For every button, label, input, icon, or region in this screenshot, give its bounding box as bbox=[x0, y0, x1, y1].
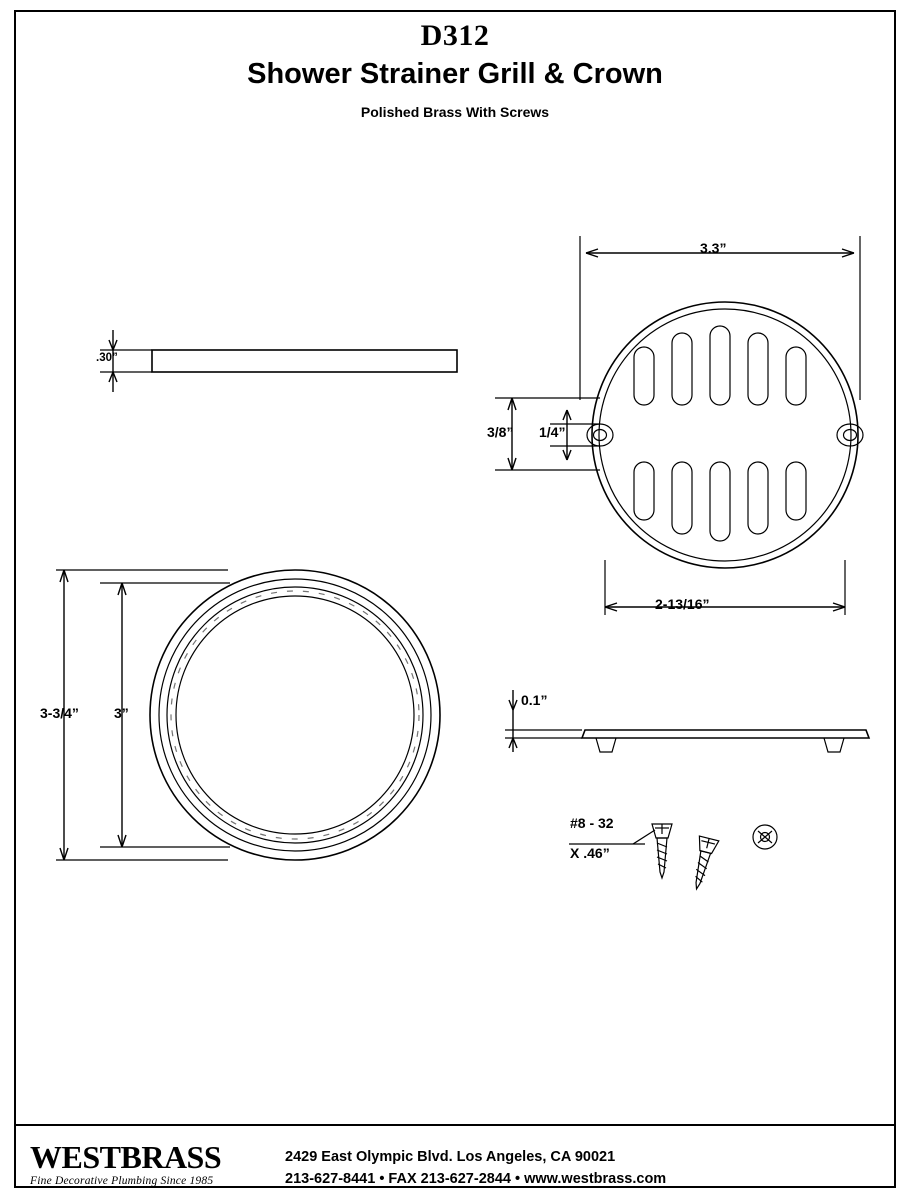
dim-grill-inner-diameter: 2-13/16” bbox=[655, 596, 710, 612]
brand-name: WESTBRASS bbox=[30, 1139, 222, 1175]
contact-block bbox=[285, 1146, 885, 1190]
model-code: D312 bbox=[420, 19, 490, 52]
crown-side-profile bbox=[100, 330, 457, 392]
dim-grill-offset-lower: 1/4” bbox=[539, 424, 566, 440]
grill-side-profile bbox=[505, 690, 869, 752]
company-address: 2429 East Olympic Blvd. Los Angeles, CA 90021 bbox=[285, 1149, 616, 1165]
screw-spec-line-2: X .46” bbox=[570, 845, 610, 861]
page-title: Shower Strainer Grill & Crown bbox=[247, 58, 663, 90]
company-contact: 213-627-8441 • FAX 213-627-2844 • www.westbrass.com bbox=[285, 1171, 667, 1187]
finish-note: Polished Brass With Screws bbox=[360, 104, 550, 120]
dim-crown-thickness: .30” bbox=[96, 352, 118, 364]
dim-crown-outer-diameter: 3-3/4” bbox=[40, 705, 79, 721]
dim-grill-outer-diameter: 3.3” bbox=[700, 240, 727, 256]
dim-grill-offset-upper: 3/8” bbox=[487, 424, 514, 440]
screw-spec-line-1: #8 - 32 bbox=[570, 815, 614, 831]
footer-divider bbox=[14, 1124, 896, 1126]
dim-crown-inner-diameter: 3” bbox=[114, 705, 129, 721]
brand-block bbox=[30, 1140, 270, 1187]
dim-grill-thickness: 0.1” bbox=[521, 692, 548, 708]
brand-tagline: Fine Decorative Plumbing Since 1985 bbox=[30, 1175, 214, 1187]
